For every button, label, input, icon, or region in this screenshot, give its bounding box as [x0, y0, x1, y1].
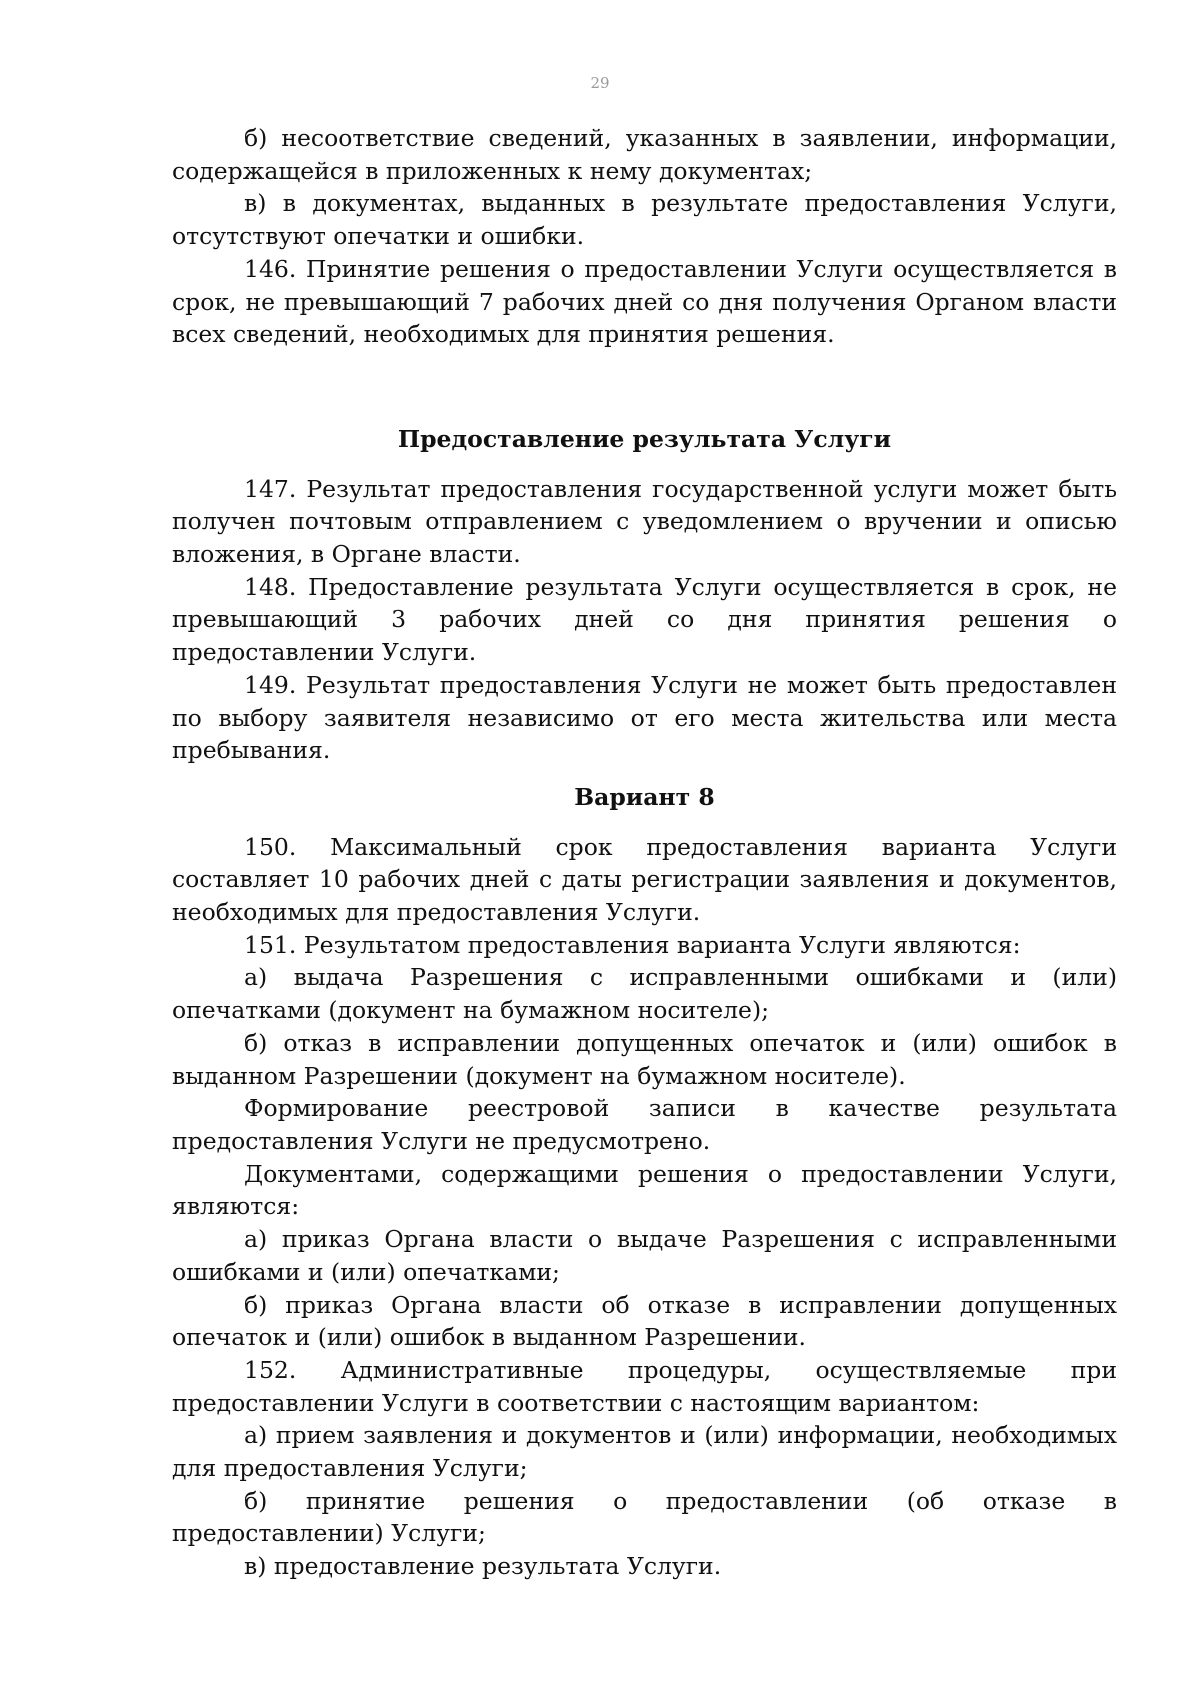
page-number: 29 [590, 74, 610, 92]
paragraph-152-v: в) предоставление результата Услуги. [244, 1552, 722, 1581]
paragraph-150: 150. Максимальный срок предоставления варианта Услуги составляет 10 рабочих дней с даты регистрации заявления и документов, необходимых для предоставления Услуги. [172, 832, 1117, 927]
paragraph-152-a: а) прием заявления и документов и (или) информации, необходимых для предоставления Услуги; [172, 1421, 1117, 1483]
paragraph-146: 146. Принятие решения о предоставлении Услуги осуществляется в срок, не превышающий 7 рабочих дней со дня получения Органом власти всех сведений, необходимых для принятия решения. [172, 254, 1117, 349]
paragraph-b-mismatch: б) несоответствие сведений, указанных в заявлении, информации, содержащейся в приложенных к нему документах; [172, 124, 1117, 185]
paragraph-registry-record: Формирование реестровой записи в качестве результата предоставления Услуги не предусмотрено. [172, 1094, 1117, 1155]
paragraph-152-b: б) принятие решения о предоставлении (об отказе в предоставлении) Услуги; [172, 1486, 1117, 1548]
paragraph-151: 151. Результатом предоставления варианта Услуги являются: [244, 930, 1021, 959]
section-heading-result: Предоставление результата Услуги [397, 424, 892, 453]
paragraph-151-b: б) отказ в исправлении допущенных опечаток и (или) ошибок в выданном Разрешении (документ на бумажном носителе). [172, 1028, 1117, 1090]
paragraph-152: 152. Административные процедуры, осуществляемые при предоставлении Услуги в соответствии с настоящим вариантом: [172, 1355, 1117, 1417]
paragraph-decision-documents: Документами, содержащими решения о предоставлении Услуги, являются: [172, 1159, 1117, 1221]
paragraph-v-no-errors: в) в документах, выданных в результате предоставления Услуги, отсутствуют опечатки и ошибки. [172, 189, 1117, 251]
document-body [172, 122, 1117, 1583]
paragraph-148: 148. Предоставление результата Услуги осуществляется в срок, не превышающий 3 рабочих дней со дня принятия решения о предоставлении Услуги. [172, 572, 1117, 667]
paragraph-147: 147. Результат предоставления государственной услуги может быть получен почтовым отправлением с уведомлением о вручении и описью вложения, в Органе власти. [172, 474, 1117, 569]
paragraph-order-refusal: б) приказ Органа власти об отказе в исправлении допущенных опечаток и (или) ошибок в выданном Разрешении. [172, 1290, 1117, 1352]
section-heading-variant-8: Вариант 8 [574, 782, 715, 811]
paragraph-order-issue: а) приказ Органа власти о выдаче Разрешения с исправленными ошибками и (или) опечатками; [172, 1225, 1117, 1286]
paragraph-149: 149. Результат предоставления Услуги не может быть предоставлен по выбору заявителя независимо от его места жительства или места пребывания. [172, 670, 1117, 765]
paragraph-151-a: а) выдача Разрешения с исправленными ошибками и (или) опечатками (документ на бумажном носителе); [172, 963, 1117, 1025]
